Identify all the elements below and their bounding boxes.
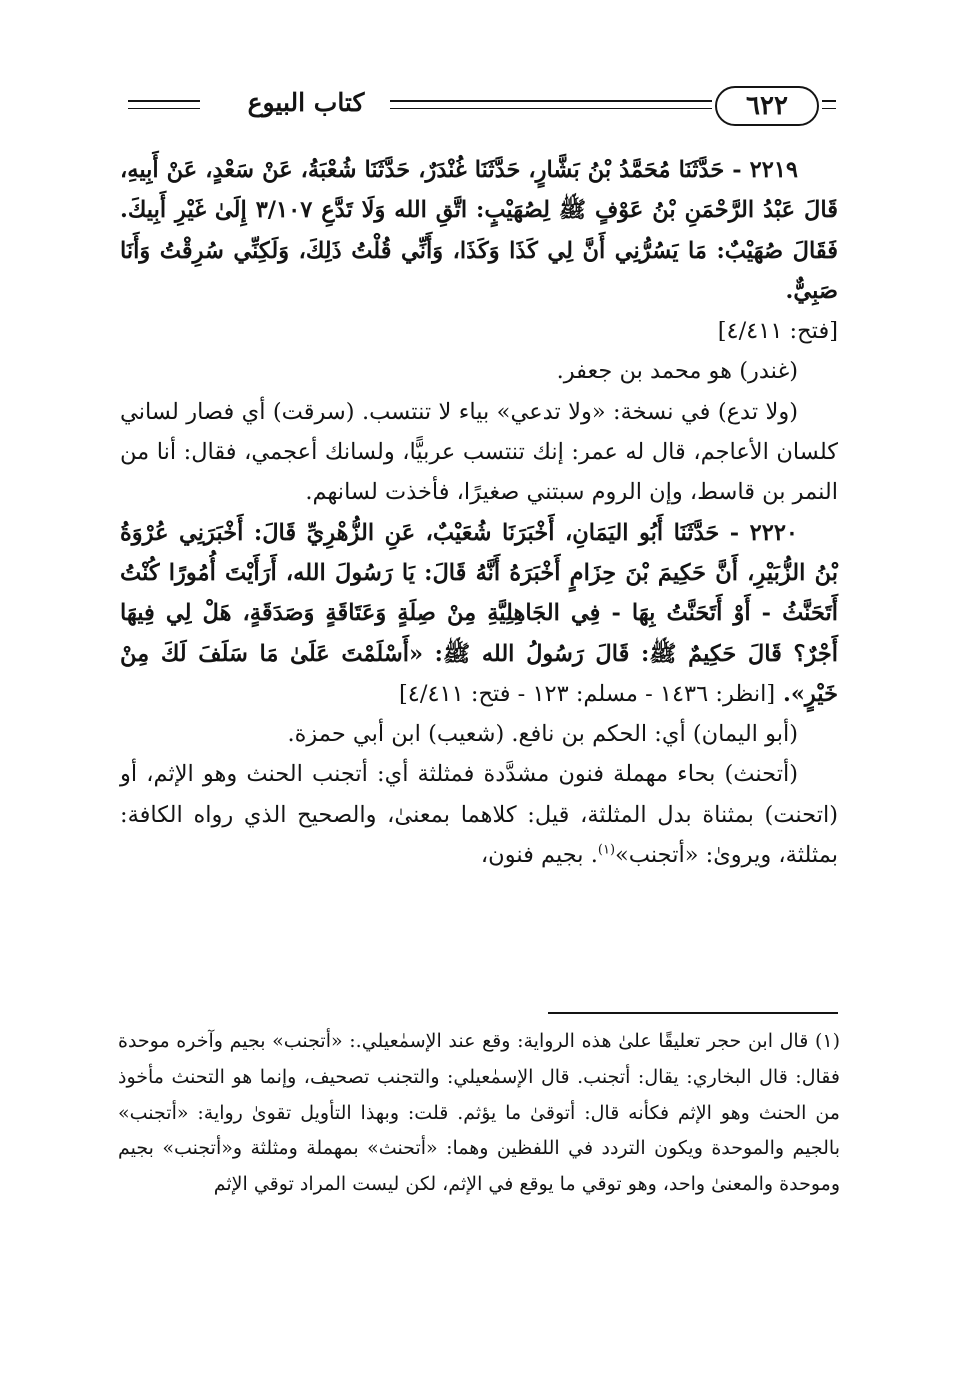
hadith-reference: [فتح: ٤/٤١١] <box>717 318 838 345</box>
footnote-1 <box>118 1024 840 1203</box>
commentary-paragraph: (ولا تدع) في نسخة: «ولا تدعي» بياء لا تنتسب. (سرقت) أي فصار لساني كلسان الأعاجم، قال له عمر: إنك تنتسب عربيًّا، ولسانك أعجمي، فقال: أنا من النمر بن قاسط، وإن الروم سبتني صغيرًا، فأخذت لسانهم. <box>120 398 838 506</box>
page-header <box>0 84 955 130</box>
running-title: كتاب البيوع <box>247 88 365 117</box>
hadith-number: ٢٢٢٠ <box>749 519 798 546</box>
hadith-number: ٢٢١٩ <box>749 157 798 183</box>
footnote-marker: (١) <box>814 1030 840 1052</box>
commentary-text-tail: . بجيم فنون، <box>480 842 598 869</box>
commentary-paragraph: (غندر) هو محمد بن جعفر. <box>556 358 798 385</box>
header-rule-left-top <box>128 100 200 102</box>
footnotes <box>118 1024 840 1203</box>
footnote-text: قال ابن حجر تعليقًا علىٰ هذه الرواية: وقع عند الإسمٰعيلي.: «أتجنب» بجيم وآخره موحدة فقال: قال البخاري: يقال: أتجنب. قال الإسمٰعيلي: والتجنب تصحيف، وإنما هو التحنث مأخوذ من الحنث وهو الإثم فكأنه قال: أتوقىٰ ما يؤثم. قلت: وبهذا التأويل تقوىٰ رواية: «أتجنب» بالجيم والموحدة ويكون التردد في اللفظين وهما: «أتحنث» بمهملة ومثلثة و«أتجنب» بجيم وموحدة والمعنىٰ واحد، وهو توقي ما يوقع في الإثم، لكن ليست المراد توقي الإثم <box>118 1030 840 1196</box>
header-rule-middle-bottom <box>390 108 712 109</box>
commentary-paragraph: (أبو اليمان) أي: الحكم بن نافع. (شعيب) ابن أبي حمزة. <box>287 721 798 748</box>
hadith-2220 <box>120 513 838 714</box>
header-rule-right-bottom <box>822 108 836 109</box>
hadith-text: - حَدَّثَنَا أَبُو اليَمَانِ، أَخْبَرَنَا شُعَيْبٌ، عَنِ الزُّهْرِيِّ قَالَ: أَخْبَرَنِي عُرْوَةُ بْنُ الزُّبَيْرِ، أَنَّ حَكِيمَ بْنَ حِزَامٍ أَخْبَرَهُ أَنَّهُ قَالَ: يَا رَسُولَ الله، أَرَأَيْتَ أُمُورًا كُنْتُ أَتَحَنَّثُ - أَوْ أَتَحَنَّتُ بِهَا - فِي الجَاهِلِيَّةِ مِنْ صِلَةٍ وَعَتَاقَةٍ وَصَدَقَةٍ، هَلْ لِي فِيهَا أَجْرٌ؟ قَالَ حَكِيمٌ ﷺ: قَالَ رَسُولُ الله ﷺ: «أَسْلَمْتَ عَلَىٰ مَا سَلَفَ لَكَ مِنْ خَيْرٍ». <box>120 519 838 707</box>
header-rule-right-top <box>822 100 836 102</box>
commentary-paragraph <box>120 754 838 875</box>
header-rule-middle-top <box>390 100 712 102</box>
page-number-badge: ٦٢٢ <box>715 86 819 126</box>
commentary-text: (أتحنث) بحاء مهملة فنون مشدَّدة فمثلثة أي: أتجنب الحنث وهو الإثم، أو (اتحنت) بمثناة بدل المثلثة، قيل: كلاهما بمعنىٰ، والصحيح الذي رواه الكافة: بمثلثة، ويروىٰ: «أتجنب» <box>120 761 838 869</box>
hadith-2219 <box>120 150 838 311</box>
header-rule-left-bottom <box>128 108 200 109</box>
main-text <box>120 150 838 875</box>
hadith-text: - حَدَّثَنَا مُحَمَّدُ بْنُ بَشَّارٍ، حَدَّثَنَا غُنْدَرٌ، حَدَّثَنَا شُعْبَةُ، عَنْ سَعْدٍ، عَنْ أَبِيهِ، قَالَ عَبْدُ الرَّحْمَنِ بْنُ عَوْفٍ ﷺ لِصُهَيْبٍ: اتَّقِ الله وَلَا تَدَّعِ ٣/١٠٧ إِلَىٰ غَيْرِ أَبِيكَ. فَقَالَ صُهَيْبٌ: مَا يَسُرُّنِي أَنَّ لِي كَذَا وَكَذَا، وَأَنِّي قُلْتُ ذَلِكَ، وَلَكِنِّي سُرِقْتُ وَأَنَا صَبِيٌّ. <box>120 157 838 304</box>
hadith-reference: [انظر: ١٤٣٦ - مسلم: ١٢٣ - فتح: ٤/٤١١] <box>399 680 776 707</box>
footnote-separator <box>548 1012 838 1014</box>
footnote-reference: (١) <box>597 842 616 858</box>
